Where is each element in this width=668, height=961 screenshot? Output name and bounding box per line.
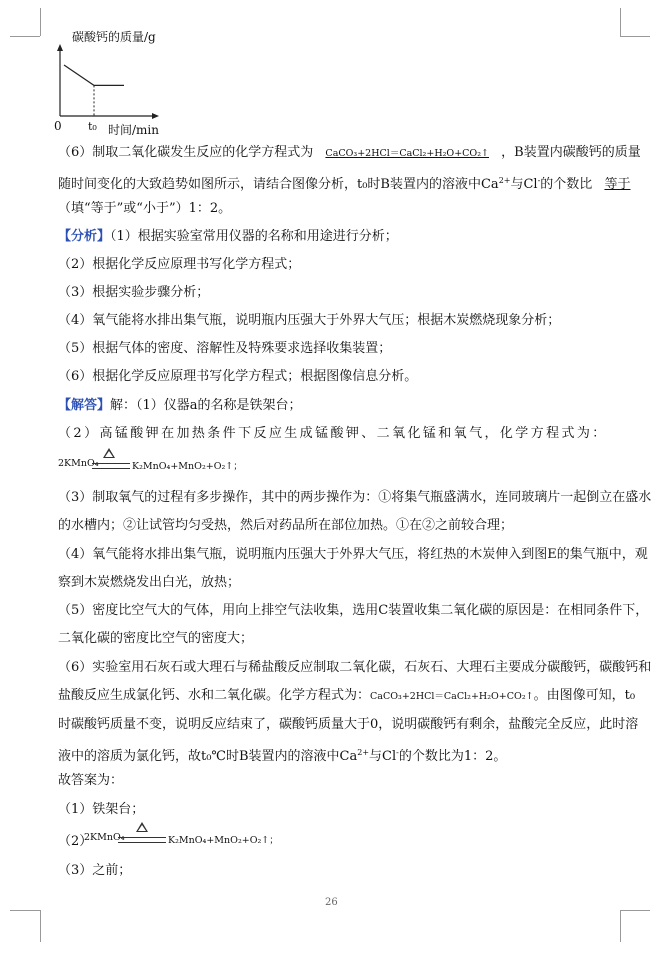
solution-line-5b: 二氧化碳的密度比空气的密度大； <box>58 631 254 646</box>
chart-y-label: 碳酸钙的质量/g <box>72 30 156 44</box>
solution-text-6b1: 盐酸反应生成氯化钙、水和二氧化碳。化学方程式为： <box>58 688 371 703</box>
analysis-line-6: （6）根据化学反应原理书写化学方程式；根据图像信息分析。 <box>58 369 418 384</box>
q6-equation-text: CaCO₃+2HCl＝CaCl₂+H₂O+CO₂↑ <box>325 148 489 159</box>
crop-mark-top-right-h <box>620 36 650 37</box>
analysis-tag: 【分析】 <box>58 229 111 244</box>
calcium-carbonate-series-line <box>64 65 124 85</box>
solution-text-6d1: 液中的溶质为氯化钙，故t₀℃时B装置内的溶液中Ca <box>58 749 358 764</box>
answer-2-right: K₂MnO₄+MnO₂+O₂↑； <box>168 835 279 846</box>
solution-line-3b: 的水槽内；②让试管均匀受热，然后对药品所在部位加热。①在②之前较合理； <box>58 518 514 533</box>
solution-text-6d3: 的个数比为1：2。 <box>398 749 507 764</box>
crop-mark-bottom-left <box>40 910 41 942</box>
analysis-line-3: （3）根据实验步骤分析； <box>58 285 210 300</box>
q6-line-1 <box>58 144 641 163</box>
solution-text-1: 解：（1）仪器a的名称是铁架台； <box>110 398 302 413</box>
solution-line-5a: （5）密度比空气大的气体，用向上排空气法收集，选用C装置收集二氧化碳的原因是：在相同条件下， <box>58 603 649 618</box>
solution-line-6a: （6）实验室用石灰石或大理石与稀盐酸反应制取二氧化碳，石灰石、大理石主要成分碳酸钙，碳酸钙和 <box>58 660 652 675</box>
solution-cl-charge: - <box>396 748 399 757</box>
analysis-line-1 <box>58 228 398 246</box>
solution-text-6b2: 。由图像可知，t₀ <box>533 688 636 703</box>
analysis-line-2: （2）根据化学反应原理书写化学方程式； <box>58 257 301 272</box>
q6-ratio-answer <box>596 177 632 192</box>
q6-ratio-answer-text: 等于 <box>604 177 631 192</box>
chart-x-label: 时间/min <box>108 123 159 137</box>
q6-text-c: 随时间变化的大致趋势如图所示，请结合图像分析，t₀时B装置内的溶液中Ca <box>58 177 499 192</box>
solution-line-6c: 时碳酸钙质量不变，说明反应结束了，碳酸钙质量大于0，说明碳酸钙有剩余，盐酸完全反应，此时溶 <box>58 717 639 732</box>
q6-line-2 <box>58 172 632 194</box>
x-axis-arrow <box>152 113 159 119</box>
kmno4-right: K₂MnO₄+MnO₂+O₂↑； <box>132 461 243 472</box>
q6-text-a: （6）制取二氧化碳发生反应的化学方程式为 <box>58 145 314 160</box>
solution-equation-caco3: CaCO₃+2HCl＝CaCl₂+H₂O+CO₂↑ <box>370 691 534 702</box>
page-number: 26 <box>325 897 338 908</box>
crop-mark-bottom-right-h <box>620 910 650 911</box>
analysis-text-1: （1）根据实验室常用仪器的名称和用途进行分析； <box>110 229 398 244</box>
answer-heat-condition-symbol <box>136 822 148 832</box>
analysis-line-5: （5）根据气体的密度、溶解性及特殊要求选择收集装置； <box>58 341 392 356</box>
solution-line-3a: （3）制取氧气的过程有多步操作，其中的两步操作为：①将集气瓶盛满水，连同玻璃片一起倒立在盛水 <box>58 490 652 505</box>
chart-origin-label: 0 <box>54 119 62 133</box>
q6-cl-charge: - <box>537 176 541 185</box>
crop-mark-top-left <box>40 8 41 36</box>
answer-1: （1）铁架台； <box>58 802 145 817</box>
q6-ca-charge: 2+ <box>498 176 511 185</box>
solution-text-6d2: 与Cl <box>369 749 397 764</box>
solution-line-6b <box>58 687 635 706</box>
crop-mark-bottom-left-h <box>10 910 40 911</box>
solution-line-1 <box>58 397 302 415</box>
answers-title: 故答案为： <box>58 773 124 788</box>
equation-double-line <box>92 463 130 469</box>
crop-mark-top-right <box>620 8 621 36</box>
kmno4-left: 2KMnO₄ <box>58 458 99 469</box>
solution-line-2: （2）高锰酸钾在加热条件下反应生成锰酸钾、二氧化锰和氧气，化学方程式为： <box>58 426 608 441</box>
q6-text-c2: 与Cl <box>510 177 538 192</box>
calcium-carbonate-chart <box>50 44 160 124</box>
solution-line-6d <box>58 744 506 766</box>
solution-ca-charge: 2+ <box>357 748 370 757</box>
answer-2-number: （2） <box>58 834 93 849</box>
solution-tag: 【解答】 <box>58 398 111 413</box>
answer-equation-double-line <box>118 837 166 843</box>
q6-text-c3: 的个数比 <box>540 177 593 192</box>
heat-condition-symbol <box>103 448 115 458</box>
q6-text-b: ，B装置内碳酸钙的质量 <box>501 145 641 160</box>
y-axis-arrow <box>57 44 63 51</box>
answer-3: （3）之前； <box>58 863 132 878</box>
solution-line-4b: 察到木炭燃烧发出白光，放热； <box>58 575 241 590</box>
crop-mark-bottom-right <box>620 910 621 942</box>
analysis-line-4: （4）氧气能将水排出集气瓶，说明瓶内压强大于外界大气压；根据木炭燃烧现象分析； <box>58 313 561 328</box>
chart-t0-label: t₀ <box>88 120 97 133</box>
crop-mark-top-left-h <box>10 36 40 37</box>
q6-equation-answer <box>317 148 497 159</box>
solution-line-4a: （4）氧气能将水排出集气瓶，说明瓶内压强大于外界大气压，将红热的木炭伸入到图E的集气瓶中，观 <box>58 547 648 562</box>
answer-2-left: 2KMnO₄ <box>84 832 125 843</box>
q6-line-3: （填“等于”或“小于”）1：2。 <box>58 201 232 216</box>
